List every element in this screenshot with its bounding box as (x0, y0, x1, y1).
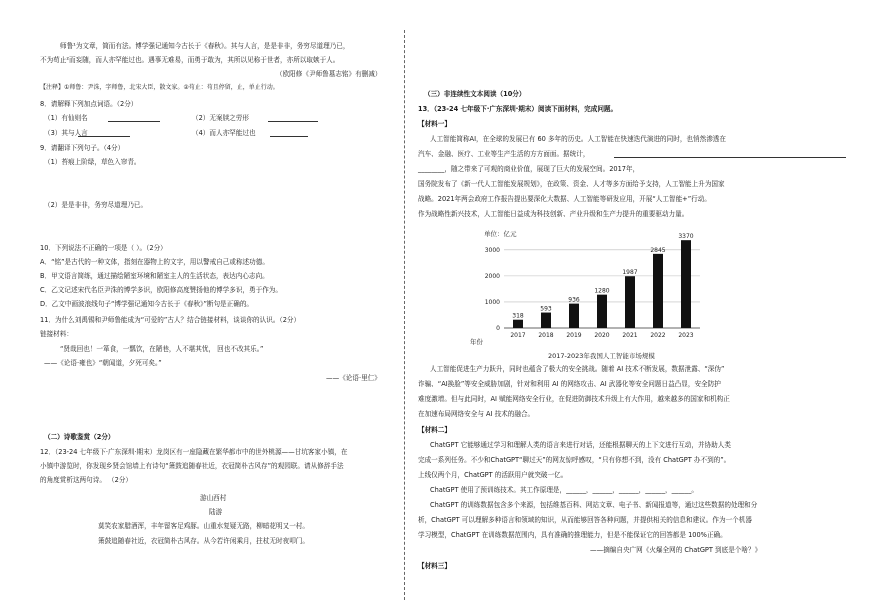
column-divider (404, 30, 405, 600)
poem-title: 游山西村 (200, 494, 227, 502)
question-11: 11．为什么刘禹锡和尹师鲁能成为“可爱的”古人？结合链接材料，谈谈你的认识。（2分） (40, 316, 301, 324)
x-tick-label-2019: 2019 (566, 332, 582, 339)
material-1-line-6: 作为战略性新兴技术，人工智能日益成为科技创新、产业升级和生产力提升的重要驱动力量。 (418, 210, 689, 218)
poem-line-1: 莫笑农家腊酒浑，丰年留客足鸡豚。山重水复疑无路，柳暗花明又一村。 (98, 522, 309, 530)
bar-2019 (569, 304, 579, 328)
chart-title: 2017-2023年我国人工智能市场规模 (548, 352, 655, 360)
x-tick-label-2017: 2017 (510, 332, 526, 339)
question-9: 9．请翻译下列句子。（4分） (40, 144, 125, 152)
q10-option-b: B．甲文语言简练，通过描绘陋室环境和陋室主人的生活状态，表达内心志向。 (40, 272, 269, 280)
chart-xlabel: 年份 (470, 338, 483, 346)
poem-author: 陆游 (209, 508, 223, 516)
x-tick-label-2023: 2023 (678, 332, 694, 339)
material-2-line-6: 析，ChatGPT 可以理解多种语言和领域的知识，从而能够回答各种问题，并提供相关的信息和建议。作为一个机器 (418, 516, 752, 524)
y-tick-label: 2000 (484, 272, 500, 280)
material-1-line-7: 人工智能促进生产力跃升，同时也蕴含了极大的安全挑战。随着 AI 技术不断发展，数据泄露、“深伪” (430, 365, 725, 373)
question-12-line-2: 小镇中游览时，你发现乡贤会馆墙上有诗句“箫鼓追随春社近，衣冠简朴古风存”的观园联。请从修辞手法 (40, 462, 344, 470)
poem-line-2: 箫鼓追随春社近，衣冠简朴古风存。从今若许闲乘月，拄杖无时夜叩门。 (98, 537, 309, 545)
material-1-line-8: 诈骗、“AI换脸”等安全威胁加剧，针对和利用 AI 的网络攻击、AI 武器化等安全问题日益凸显，安全防护 (418, 380, 721, 388)
material-2-source: ——摘编自央广网《火爆全网的 ChatGPT 到底是个啥？》 (590, 546, 762, 554)
answer-blank[interactable] (614, 157, 846, 158)
chart-unit-label: 单位：亿元 (484, 230, 517, 238)
bar-2020 (597, 295, 607, 328)
q8-item-4: （4）而人亦罕能过也 (192, 129, 256, 137)
section-nonlinear-reading: （三）非连续性文本阅读（10分） (424, 90, 526, 98)
x-tick-label-2020: 2020 (594, 332, 610, 339)
material-1-line-5: 战略。2021年两会政府工作报告提出要深化大数据、人工智能等研发应用，开展“人工智能+”行动。 (418, 195, 711, 203)
q8-item-1: （1）有仙则名 (44, 114, 88, 122)
material-1-label: 【材料一】 (418, 120, 451, 128)
passage-line-1: 师鲁¹为文章，简而有法。博学强记通知今古长于《春秋》。其与人言，是是非非，务穷尽道理乃已， (60, 42, 350, 50)
q9-item-2: （2）是是非非，务穷尽道理乃已。 (44, 201, 148, 209)
passage-source: （欧阳修《尹师鲁墓志铭》有删减） (276, 70, 382, 78)
question-12-line-3: 的角度赏析这两句诗。 （2分） (40, 476, 133, 484)
q11-link-label: 链接材料： (40, 330, 73, 338)
material-1-line-4: 国务院发布了《新一代人工智能发展规划》，在政策、资金、人才等多方面给予支持，人工智能上升为国家 (418, 180, 725, 188)
material-2-line-7: 学习模型，ChatGPT 在训练数据范围内，具有准确的推理能力，但是不能保证它的回答都是 100%正确。 (418, 531, 727, 539)
data-label-2022: 2845 (650, 246, 666, 254)
passage-line-2: 不为苟止²而妄随，而人亦罕能过也。遇事无难易，而勇于敢为，其所以见称于世者，亦所以取嫉于人。 (40, 56, 340, 64)
x-tick-label-2022: 2022 (650, 332, 666, 339)
x-tick-label-2021: 2021 (622, 332, 638, 339)
material-1-line-1: 人工智能简称AI，在全球的发展已有 60 多年的历史。人工智能在快速迭代演进的同时，也悄然渗透在 (430, 135, 726, 143)
passage-notes: 【注释】①师鲁：尹洙，字师鲁，北宋大臣，散文家。②苟止：苟且停留，止，单止行动。 (40, 84, 279, 91)
bar-2017 (513, 320, 523, 328)
material-1-line-3: ________，随之带来了可观的商业价值，展现了巨大的发展空间。2017年， (418, 165, 640, 173)
material-2-line-5: ChatGPT 的训练数据包含多个来源，包括维基百科、网站文章、电子书、新闻报道等，通过这些数据的处理和分 (430, 501, 758, 509)
data-label-2017: 318 (512, 312, 524, 320)
data-label-2020: 1280 (594, 287, 610, 295)
material-2-line-1: ChatGPT 它能够通过学习和理解人类的语言来进行对话，还能根据聊天的上下文进行互动，并协助人类 (430, 441, 731, 449)
y-tick-label: 3000 (484, 246, 500, 254)
data-label-2018: 593 (540, 305, 552, 313)
question-13: 13．（23-24 七年级下·广东深圳·期末）阅读下面材料，完成问题。 (418, 105, 618, 113)
q8-item-3: （3）其与人言 (44, 129, 88, 137)
question-8: 8．请解释下列加点词语。（2分） (40, 100, 138, 108)
bar-2022 (653, 254, 663, 328)
q10-option-c: C．乙文记述宋代名臣尹洙的博学多识，欧阳修高度赞扬他的博学多识，勇于作为。 (40, 286, 282, 294)
bar-2023 (681, 240, 691, 328)
data-label-2023: 3370 (678, 233, 694, 241)
question-12-line-1: 12．（23-24 七年级下·广东深圳·期末）龙岗区有一座隐藏在繁华都市中的世外桃源——甘坑客家小镇，在 (40, 448, 348, 456)
answer-blank[interactable] (270, 136, 308, 137)
q10-option-a: A．“铭”是古代的一种文体，指刻在器物上的文字，用以警戒自己或称述功德。 (40, 258, 269, 266)
material-2-line-2: 完成一系列任务。不少和ChatGPT“聊过天”的网友惊呼感叹，“只有你想不到，没有 ChatGPT 办不到的”。 (418, 456, 731, 464)
y-tick-label: 0 (496, 325, 500, 332)
data-label-2021: 1987 (622, 269, 638, 277)
question-10: 10．下列说法不正确的一项是（ ）。（2分） (40, 244, 167, 252)
answer-blank[interactable] (108, 121, 160, 122)
y-tick-label: 1000 (484, 298, 500, 306)
x-tick-label-2018: 2018 (538, 332, 554, 339)
q8-item-2: （2）无案牍之劳形 (192, 114, 249, 122)
q10-option-d: D．乙文中画波浪线句子“博学强记通知今古长于《春秋》”断句是正确的。 (40, 300, 254, 308)
answer-blank[interactable] (78, 136, 130, 137)
material-1-line-2: 汽车、金融、医疗、工业等生产生活的方方面面。据统计， (418, 150, 590, 158)
q11-quote-2: ——《论语·雍也》“朝闻道，夕死可矣。” (44, 359, 162, 367)
q9-item-1: （1）苔痕上阶绿，草色入帘青。 (44, 158, 141, 166)
material-1-line-10: 在加速布局网络安全与 AI 技术的融合。 (418, 410, 535, 418)
q11-source: ——《论语·里仁》 (326, 374, 381, 382)
bar-2021 (625, 276, 635, 328)
material-1-line-9: 难度激增。但与此同时，AI 赋能网络安全行业，在促进防御技术升级上有大作用，越来越多的国家和机构正 (418, 395, 730, 403)
material-2-line-4: ChatGPT 使用了预训练技术。其工作原理是，______，______，______，______，______。 (430, 486, 698, 494)
data-label-2019: 936 (568, 296, 580, 304)
market-size-bar-chart (470, 222, 770, 362)
bar-2018 (541, 313, 551, 328)
material-2-label: 【材料二】 (418, 426, 451, 434)
material-3-label: 【材料三】 (418, 562, 451, 570)
answer-blank[interactable] (268, 121, 318, 122)
q11-quote-1: “贤哉回也！一箪食，一瓢饮，在陋巷，人不堪其忧， 回也不改其乐。” (60, 345, 264, 353)
material-2-line-3: 上线仅两个月，ChatGPT 的活跃用户就突破一亿。 (418, 471, 568, 479)
section-poetry: （二）诗歌鉴赏（2分） (44, 433, 115, 441)
